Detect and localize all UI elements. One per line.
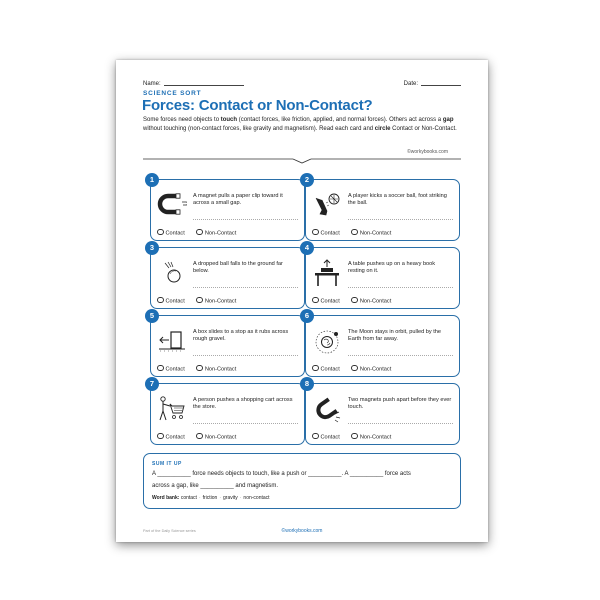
radio-circle-icon [157, 297, 164, 304]
summary-text: and magnetism. [233, 483, 279, 489]
option-contact[interactable] [312, 229, 340, 237]
dotted-line [193, 219, 298, 220]
answer-options [312, 433, 401, 441]
option-label: Contact [165, 298, 185, 304]
option-label: Contact [165, 434, 185, 440]
card-6 [304, 311, 460, 377]
intro-text: without touching (non-contact forces, like gravity and magnetism). Read each card and [143, 125, 375, 132]
summary-text: . A [341, 471, 350, 477]
option-label: Non-Contact [204, 434, 237, 440]
page-title: Forces: Contact or Non-Contact? [142, 97, 373, 114]
option-noncontact[interactable] [351, 229, 391, 237]
dotted-line [193, 423, 298, 424]
option-noncontact[interactable] [351, 297, 391, 305]
summary-text: across a gap, like [152, 483, 201, 489]
card-7 [149, 379, 305, 445]
radio-circle-icon [351, 433, 358, 440]
card-number: 6 [300, 309, 314, 323]
option-contact[interactable] [157, 433, 185, 441]
option-contact[interactable] [157, 365, 185, 373]
option-label: Non-Contact [359, 366, 392, 372]
card-8 [304, 379, 460, 445]
summary-title: SUM IT UP [152, 461, 182, 467]
card-number: 4 [300, 241, 314, 255]
soccer-kick-icon [312, 190, 342, 220]
card-text: A dropped ball falls to the ground far below. [193, 261, 283, 275]
option-label: Contact [165, 366, 185, 372]
card-text: A box slides to a stop as it rubs across rough gravel. [193, 329, 289, 343]
option-label: Contact [320, 434, 340, 440]
summary-box [143, 453, 461, 509]
card-3 [149, 243, 305, 309]
word-bank-label: Word bank: [152, 495, 180, 501]
card-number: 3 [145, 241, 159, 255]
radio-circle-icon [157, 229, 164, 236]
answer-options [157, 229, 246, 237]
radio-circle-icon [351, 229, 358, 236]
radio-circle-icon [196, 297, 203, 304]
word-bank: Word bank: contact · friction · gravity · non-contact [152, 495, 270, 501]
option-contact[interactable] [157, 229, 185, 237]
card-text: Two magnets push apart before they ever touch. [348, 397, 452, 411]
option-label: Non-Contact [359, 434, 392, 440]
option-contact[interactable] [312, 297, 340, 305]
card-number: 1 [145, 173, 159, 187]
card-text: A magnet pulls a paper clip toward it across a small gap. [193, 193, 283, 207]
option-contact[interactable] [312, 433, 340, 441]
falling-ball-icon [157, 258, 187, 288]
word-bank-item: gravity [223, 495, 238, 501]
footer-series: Part of the Daily Science series [143, 529, 196, 533]
card-5 [149, 311, 305, 377]
word-bank-item: non-contact [243, 495, 270, 501]
intro-paragraph [143, 116, 463, 133]
option-noncontact[interactable] [196, 297, 236, 305]
magnet-icon [157, 190, 187, 220]
date-label: Date: [403, 81, 418, 87]
radio-circle-icon [196, 229, 203, 236]
fill-blank[interactable]: __________ [308, 471, 342, 477]
name-field[interactable] [164, 79, 244, 86]
radio-circle-icon [196, 365, 203, 372]
radio-circle-icon [351, 365, 358, 372]
radio-circle-icon [157, 433, 164, 440]
radio-circle-icon [312, 433, 319, 440]
option-label: Contact [320, 298, 340, 304]
answer-options [312, 297, 401, 305]
footer-brand[interactable]: ©workybooks.com [281, 528, 323, 534]
card-number: 8 [300, 377, 314, 391]
fill-blank[interactable]: __________ [349, 471, 384, 477]
option-label: Non-Contact [359, 230, 392, 236]
option-noncontact[interactable] [351, 365, 391, 373]
name-label: Name: [143, 81, 161, 87]
book-on-table-icon [312, 258, 342, 288]
dotted-line [193, 287, 298, 288]
radio-circle-icon [312, 297, 319, 304]
earth-moon-icon [312, 326, 342, 356]
fill-blank[interactable]: __________ [157, 471, 191, 477]
word-bank-item: friction [202, 495, 218, 501]
card-text: A person pushes a shopping cart across the store. [193, 397, 293, 411]
option-noncontact[interactable] [196, 433, 236, 441]
option-label: Non-Contact [204, 230, 237, 236]
dotted-line [348, 287, 453, 288]
summary-text: force needs objects to touch, like a push or [190, 471, 309, 477]
card-1 [149, 175, 305, 241]
card-text: The Moon stays in orbit, pulled by the Earth from far away. [348, 329, 441, 343]
fill-blank[interactable]: __________ [200, 483, 234, 489]
option-label: Non-Contact [204, 298, 237, 304]
brand-top: ©workybooks.com [407, 149, 448, 155]
answer-options [312, 365, 401, 373]
dotted-line [348, 219, 453, 220]
option-label: Contact [165, 230, 185, 236]
answer-options [157, 433, 246, 441]
option-noncontact[interactable] [196, 365, 236, 373]
kicker: SCIENCE SORT [143, 90, 202, 97]
intro-bold: touch [220, 117, 238, 123]
dotted-line [348, 355, 453, 356]
intro-text: Contact or Non-Contact. [390, 125, 457, 132]
worksheet-page [116, 60, 488, 542]
intro-text: Some forces need objects to [143, 117, 221, 123]
option-noncontact[interactable] [351, 433, 391, 441]
answer-options [157, 297, 246, 305]
option-noncontact[interactable] [196, 229, 236, 237]
card-number: 2 [300, 173, 314, 187]
card-2 [304, 175, 460, 241]
card-text: A table pushes up on a heavy book resting on it. [348, 261, 436, 275]
summary-line-2 [152, 483, 452, 489]
radio-circle-icon [351, 297, 358, 304]
radio-circle-icon [196, 433, 203, 440]
section-divider [143, 154, 461, 164]
dotted-line [348, 423, 453, 424]
card-number: 5 [145, 309, 159, 323]
radio-circle-icon [312, 365, 319, 372]
option-label: Contact [320, 366, 340, 372]
sliding-box-icon [157, 326, 187, 356]
intro-bold: gap [442, 117, 454, 123]
shopping-cart-icon [157, 394, 187, 424]
dotted-line [193, 355, 298, 356]
summary-line-1 [152, 471, 452, 477]
option-contact[interactable] [157, 297, 185, 305]
radio-circle-icon [157, 365, 164, 372]
card-4 [304, 243, 460, 309]
intro-text: (contact forces, like friction, applied, and normal forces). Others act across a [237, 117, 443, 123]
word-bank-item: contact [180, 495, 197, 501]
option-label: Non-Contact [359, 298, 392, 304]
summary-text: force acts [383, 471, 411, 477]
option-contact[interactable] [312, 365, 340, 373]
date-group [404, 79, 461, 87]
radio-circle-icon [312, 229, 319, 236]
answer-options [312, 229, 401, 237]
repelling-magnets-icon [312, 394, 342, 424]
option-label: Contact [320, 230, 340, 236]
card-number: 7 [145, 377, 159, 391]
summary-text: A [152, 471, 158, 477]
option-label: Non-Contact [204, 366, 237, 372]
answer-options [157, 365, 246, 373]
card-text: A player kicks a soccer ball, foot striking the ball. [348, 193, 447, 207]
date-field[interactable] [421, 79, 461, 86]
intro-bold: circle [374, 125, 391, 132]
